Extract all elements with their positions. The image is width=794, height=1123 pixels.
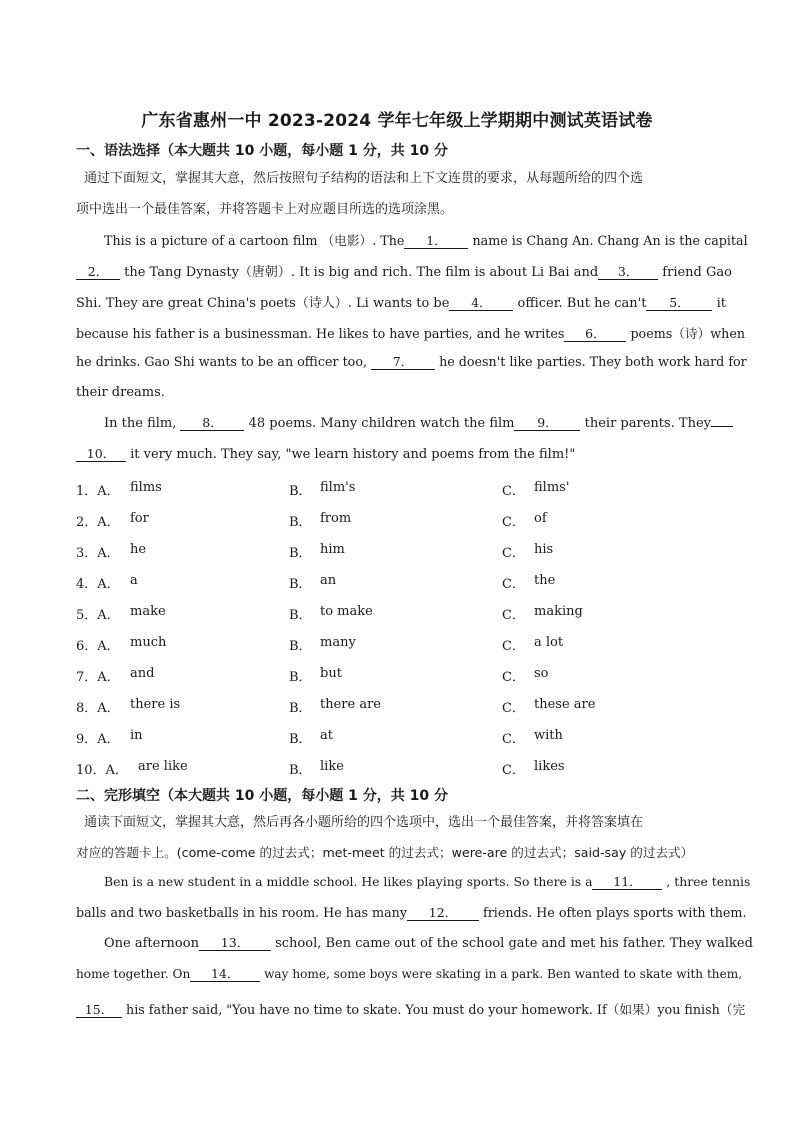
- section2-heading: 二、完形填空（本大题共 10 小题，每小题 1 分，共 10 分: [76, 788, 448, 804]
- section1-heading: 一、语法选择（本大题共 10 小题，每小题 1 分，共 10 分: [76, 143, 448, 159]
- option-label: C．: [502, 608, 525, 623]
- option-label: B．: [289, 763, 312, 778]
- option-label: C．: [502, 732, 525, 747]
- option-b[interactable]: many: [320, 635, 356, 650]
- section2-instruction: 通读下面短文，掌握其大意，然后再各小题所给的四个选项中，选出一个最佳答案，并将答案填在: [84, 815, 644, 830]
- option-label: B．: [289, 515, 312, 530]
- passage-line: One afternoon 13． school, Ben came out of the school gate and met his father. They walked: [104, 935, 753, 951]
- answer-blank[interactable]: 10．: [76, 447, 126, 462]
- answer-blank[interactable]: 6．: [564, 327, 626, 342]
- option-c[interactable]: films': [534, 480, 570, 495]
- option-label: B．: [289, 608, 312, 623]
- option-c[interactable]: his: [534, 542, 554, 557]
- section1-instruction: 通过下面短文，掌握其大意，然后按照句子结构的语法和上下文连贯的要求，从每题所给的四个选: [84, 171, 644, 186]
- option-a[interactable]: are like: [138, 759, 188, 774]
- option-a[interactable]: a: [130, 573, 138, 588]
- option-b[interactable]: but: [320, 666, 342, 681]
- answer-blank[interactable]: 2．: [76, 265, 120, 280]
- option-b[interactable]: from: [320, 511, 352, 526]
- option-c[interactable]: making: [534, 604, 583, 619]
- option-a[interactable]: in: [130, 728, 143, 743]
- section1-instruction: 项中选出一个最佳答案，并将答题卡上对应题目所选的选项涂黑。: [76, 202, 454, 217]
- page-title: 广东省惠州一中 2023-2024 学年七年级上学期期中测试英语试卷: [141, 111, 653, 131]
- option-label: B．: [289, 577, 312, 592]
- passage-line: he drinks. Gao Shi wants to be an officer too, 7． he doesn't like parties. They both work hard for: [76, 354, 747, 369]
- answer-blank[interactable]: 13．: [199, 936, 271, 951]
- option-label: B．: [289, 670, 312, 685]
- passage-line: 10． it very much. They say, "we learn history and poems from the film!": [76, 447, 726, 462]
- option-a[interactable]: and: [130, 666, 155, 681]
- option-label: C．: [502, 639, 525, 654]
- option-number: 8．A．: [76, 701, 120, 716]
- option-b[interactable]: him: [320, 542, 345, 557]
- option-a[interactable]: he: [130, 542, 147, 557]
- option-b[interactable]: there are: [320, 697, 381, 712]
- option-a[interactable]: for: [130, 511, 149, 526]
- option-label: B．: [289, 732, 312, 747]
- option-a[interactable]: make: [130, 604, 166, 619]
- option-label: C．: [502, 484, 525, 499]
- option-number: 7．A．: [76, 670, 120, 685]
- option-number: 6．A．: [76, 639, 120, 654]
- passage-line: home together. On 14． way home, some boys were skating in a park. Ben wanted to skate with them,: [76, 966, 743, 981]
- passage-line: because his father is a businessman. He likes to have parties, and he writes 6． poems（诗）when: [76, 326, 746, 341]
- option-label: B．: [289, 639, 312, 654]
- answer-blank[interactable]: 11．: [592, 875, 662, 890]
- option-a[interactable]: much: [130, 635, 167, 650]
- passage-line: 2． the Tang Dynasty（唐朝）. It is big and rich. The film is about Li Bai and 3． friend Gao: [76, 261, 726, 280]
- answer-blank[interactable]: 8．: [180, 416, 244, 431]
- option-c[interactable]: of: [534, 511, 547, 526]
- option-c[interactable]: the: [534, 573, 556, 588]
- option-number: 2．A．: [76, 515, 120, 530]
- option-c[interactable]: with: [534, 728, 563, 743]
- option-number: 9．A．: [76, 732, 120, 747]
- answer-blank[interactable]: 12．: [407, 906, 479, 921]
- option-number: 4．A．: [76, 577, 120, 592]
- option-label: B．: [289, 701, 312, 716]
- answer-blank[interactable]: [711, 426, 733, 427]
- answer-blank[interactable]: 7．: [371, 355, 435, 370]
- option-label: B．: [289, 546, 312, 561]
- answer-blank[interactable]: 14．: [190, 967, 260, 982]
- passage-line: balls and two basketballs in his room. He has many 12． friends. He often plays sports with them.: [76, 905, 747, 920]
- section2-instruction: 对应的答题卡上。(come-come 的过去式；met-meet 的过去式；were-are 的过去式；said-say 的过去式）: [76, 845, 694, 860]
- answer-blank[interactable]: 9．: [514, 416, 580, 431]
- option-c[interactable]: these are: [534, 697, 596, 712]
- option-a[interactable]: there is: [130, 697, 181, 712]
- passage-line: Ben is a new student in a middle school. He likes playing sports. So there is a 11． , three tennis: [104, 874, 751, 889]
- option-c[interactable]: so: [534, 666, 549, 681]
- option-b[interactable]: film's: [320, 480, 356, 495]
- option-number: 3．A．: [76, 546, 120, 561]
- option-number: 5．A．: [76, 608, 120, 623]
- answer-blank[interactable]: 15．: [76, 1003, 122, 1018]
- option-label: C．: [502, 515, 525, 530]
- option-c[interactable]: a lot: [534, 635, 564, 650]
- option-b[interactable]: at: [320, 728, 333, 743]
- option-c[interactable]: likes: [534, 759, 565, 774]
- passage-line: Shi. They are great China's poets（诗人）. Li wants to be 4． officer. But he can't 5． it: [76, 295, 726, 311]
- option-number: 10．A．: [76, 763, 128, 778]
- answer-blank[interactable]: 1．: [404, 234, 468, 249]
- passage-line: This is a picture of a cartoon film （电影）. The 1． name is Chang An. Chang An is the capital: [104, 233, 748, 248]
- option-label: C．: [502, 701, 525, 716]
- option-a[interactable]: films: [130, 480, 162, 495]
- option-label: C．: [502, 546, 525, 561]
- option-label: C．: [502, 670, 525, 685]
- option-label: C．: [502, 577, 525, 592]
- answer-blank[interactable]: 4．: [449, 296, 513, 311]
- option-b[interactable]: like: [320, 759, 344, 774]
- option-b[interactable]: to make: [320, 604, 373, 619]
- passage-line: In the film, 8． 48 poems. Many children watch the film 9． their parents. They: [104, 416, 754, 431]
- answer-blank[interactable]: 5．: [646, 296, 712, 311]
- passage-line: their dreams.: [76, 385, 165, 400]
- passage-line: 15． his father said, "You have no time to skate. You must do your homework. If（如果）you finish（完: [76, 999, 726, 1018]
- answer-blank[interactable]: 3．: [598, 265, 658, 280]
- option-b[interactable]: an: [320, 573, 337, 588]
- option-label: C．: [502, 763, 525, 778]
- option-label: B．: [289, 484, 312, 499]
- option-number: 1．A．: [76, 484, 120, 499]
